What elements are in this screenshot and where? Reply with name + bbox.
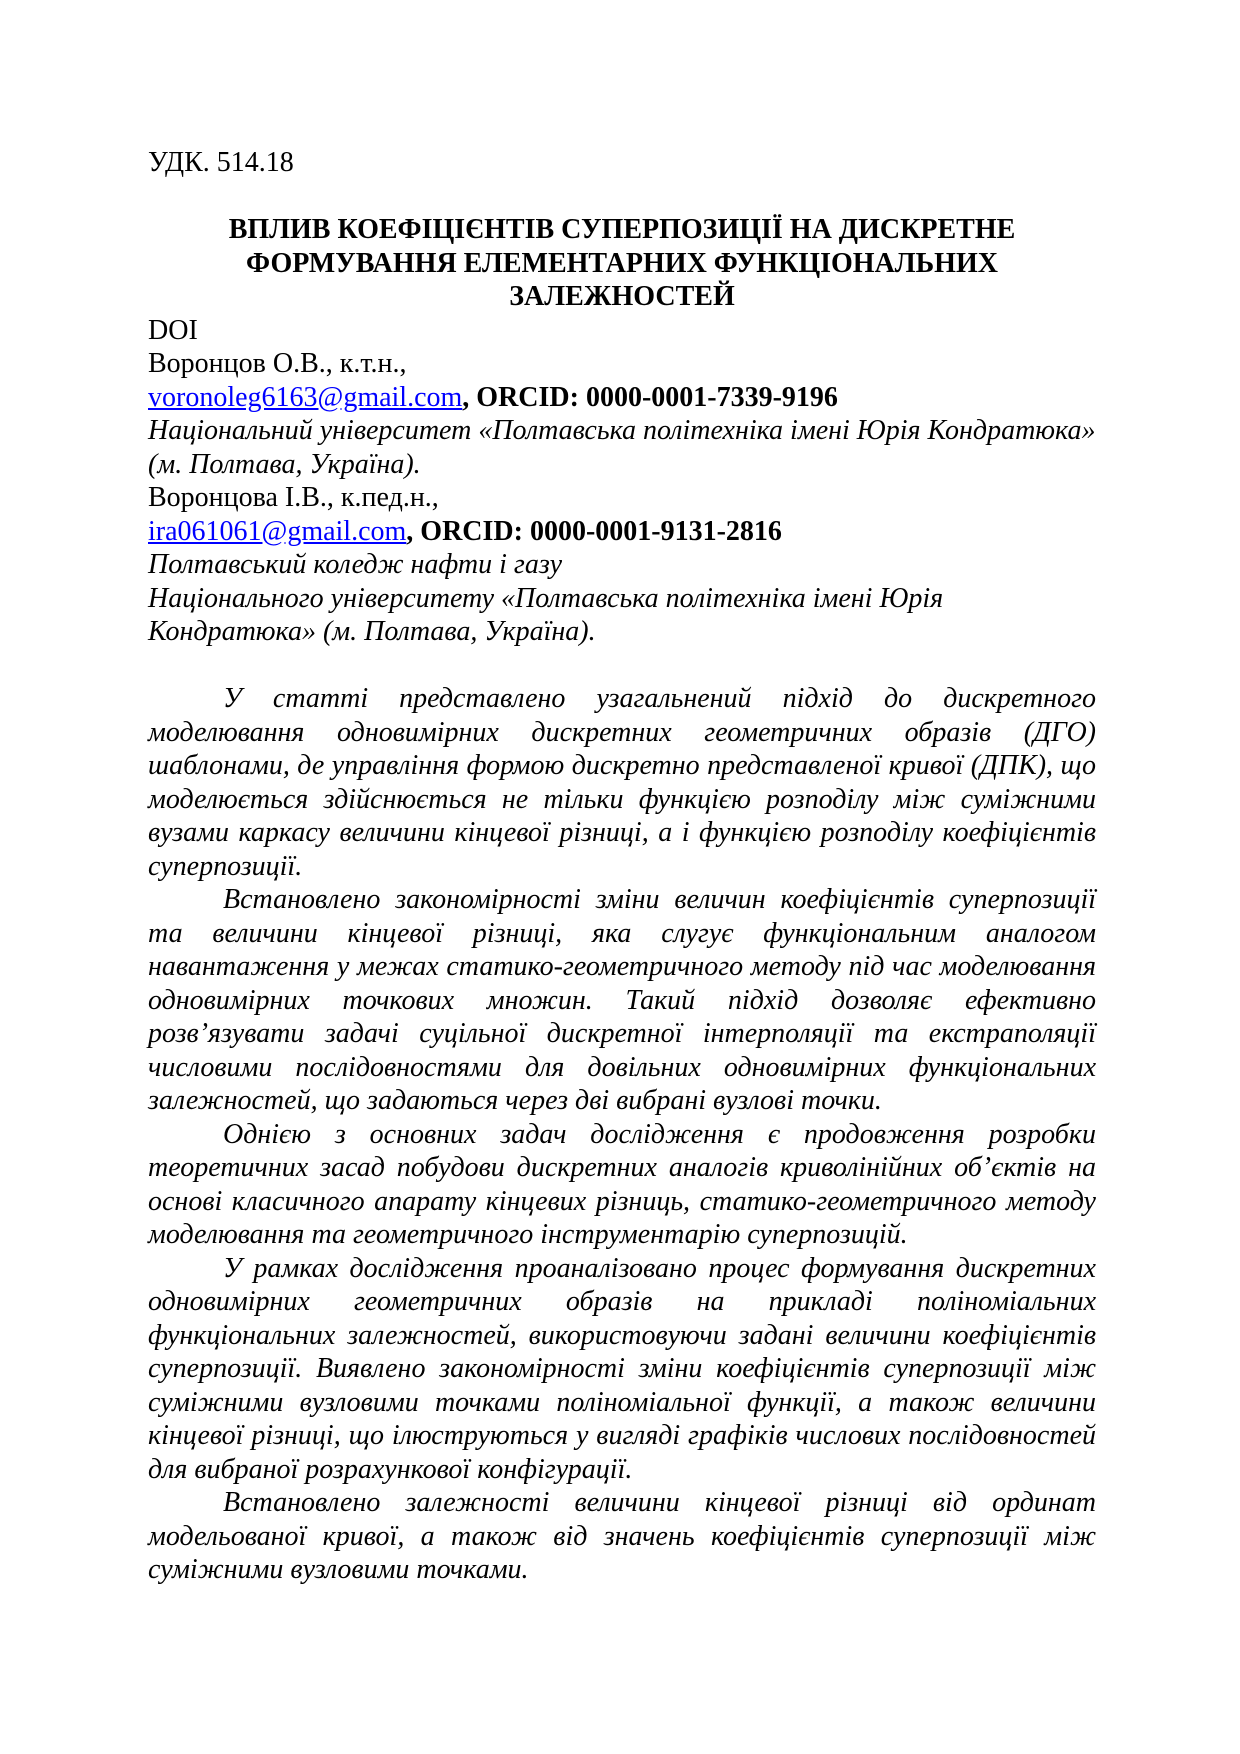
author-1-name: Воронцов О.В., к.т.н., [148,348,407,379]
paper-title-line-3: ЗАЛЕЖНОСТЕЙ [509,281,735,312]
doi-label: DOI [148,314,198,346]
author-1-contact-line [148,381,1096,415]
document-content [148,146,1096,1587]
paper-title-line-1: ВПЛИВ КОЕФІЦІЄНТІВ СУПЕРПОЗИЦІЇ НА ДИСКРЕТНЕ [228,214,1016,245]
author-2-email-link[interactable]: ira061061@gmail.com [148,515,407,547]
author-2-name: Воронцова І.В., к.пед.н., [148,482,439,513]
author-2-affiliation-university: Національного університету «Полтавська політехніка імені Юрія Кондратюка» (м. Полтава, Україна). [148,582,944,647]
author-1-orcid: ORCID: 0000-0001-7339-9196 [476,381,838,413]
paper-title-line-2: ФОРМУВАННЯ ЕЛЕМЕНТАРНИХ ФУНКЦІОНАЛЬНИХ [246,247,998,279]
abstract-paragraph-1: У статті представлено узагальнений підхід до дискретного моделювання одновимірних дискретних геометричних образів (ДГО) шаблонами, де управління формою дискретно представленої кривої (ДПК), що моделюється здійснюється не тільки функцією розподілу між суміжними вузами каркасу величини кінцевої різниці, а і функцією розподілу коефіцієнтів суперпозиції. [148,683,1096,882]
paper-title [148,213,1096,314]
author-2-orcid: ORCID: 0000-0001-9131-2816 [420,515,782,547]
author-block-2 [148,481,1096,649]
abstract-paragraph-2: Встановлено закономірності зміни величин коефіцієнтів суперпозиції та величини кінцевої різниці, яка слугує функціональним аналогом навантаження у межах статико-геометричного методу під час моделювання одновимірних точкових множин. Такий підхід дозволяє ефективно розв’язувати задачі суцільної дискретної інтерполяції та екстраполяції числовими послідовностями для довільних одновимірних функціональних залежностей, що задаються через дві вибрані вузлові точки. [148,884,1096,1116]
abstract-paragraph-3: Однією з основних задач дослідження є продовження розробки теоретичних засад побудови дискретних аналогів криволінійних об’єктів на основі класичного апарату кінцевих різниць, статико-геометричного методу моделювання та геометричного інструментарію суперпозицій. [148,1118,1096,1250]
abstract-paragraph-4: У рамках дослідження проаналізовано процес формування дискретних одновимірних геометричних образів на прикладі поліноміальних функціональних залежностей, використовуючи задані величини коефіцієнтів суперпозиції. Виявлено закономірності зміни коефіцієнтів суперпозиції між суміжними вузловими точками поліноміальної функції, а також величини кінцевої різниці, що ілюструються у вигляді графіків числових послідовностей для вибраної розрахункової конфігурації. [148,1252,1096,1485]
author-2-contact-line [148,515,1096,549]
author-1-email-link[interactable]: voronoleg6163@gmail.com [148,381,463,413]
author-2-email-separator: , [406,515,414,547]
udc-code: УДК. 514.18 [148,147,294,178]
author-1-affiliation: Національний університет «Полтавська політехніка імені Юрія Кондратюка» (м. Полтава, Україна). [148,415,1096,480]
abstract-paragraph-5: Встановлено залежності величини кінцевої різниці від ординат модельованої кривої, а також від значень коефіцієнтів суперпозиції між суміжними вузловими точками. [148,1487,1096,1585]
author-1-email-separator: , [462,381,470,413]
author-2-affiliation-college: Полтавський коледж нафти і газу [148,549,563,580]
abstract [148,682,1096,1587]
author-block-1 [148,347,1096,481]
